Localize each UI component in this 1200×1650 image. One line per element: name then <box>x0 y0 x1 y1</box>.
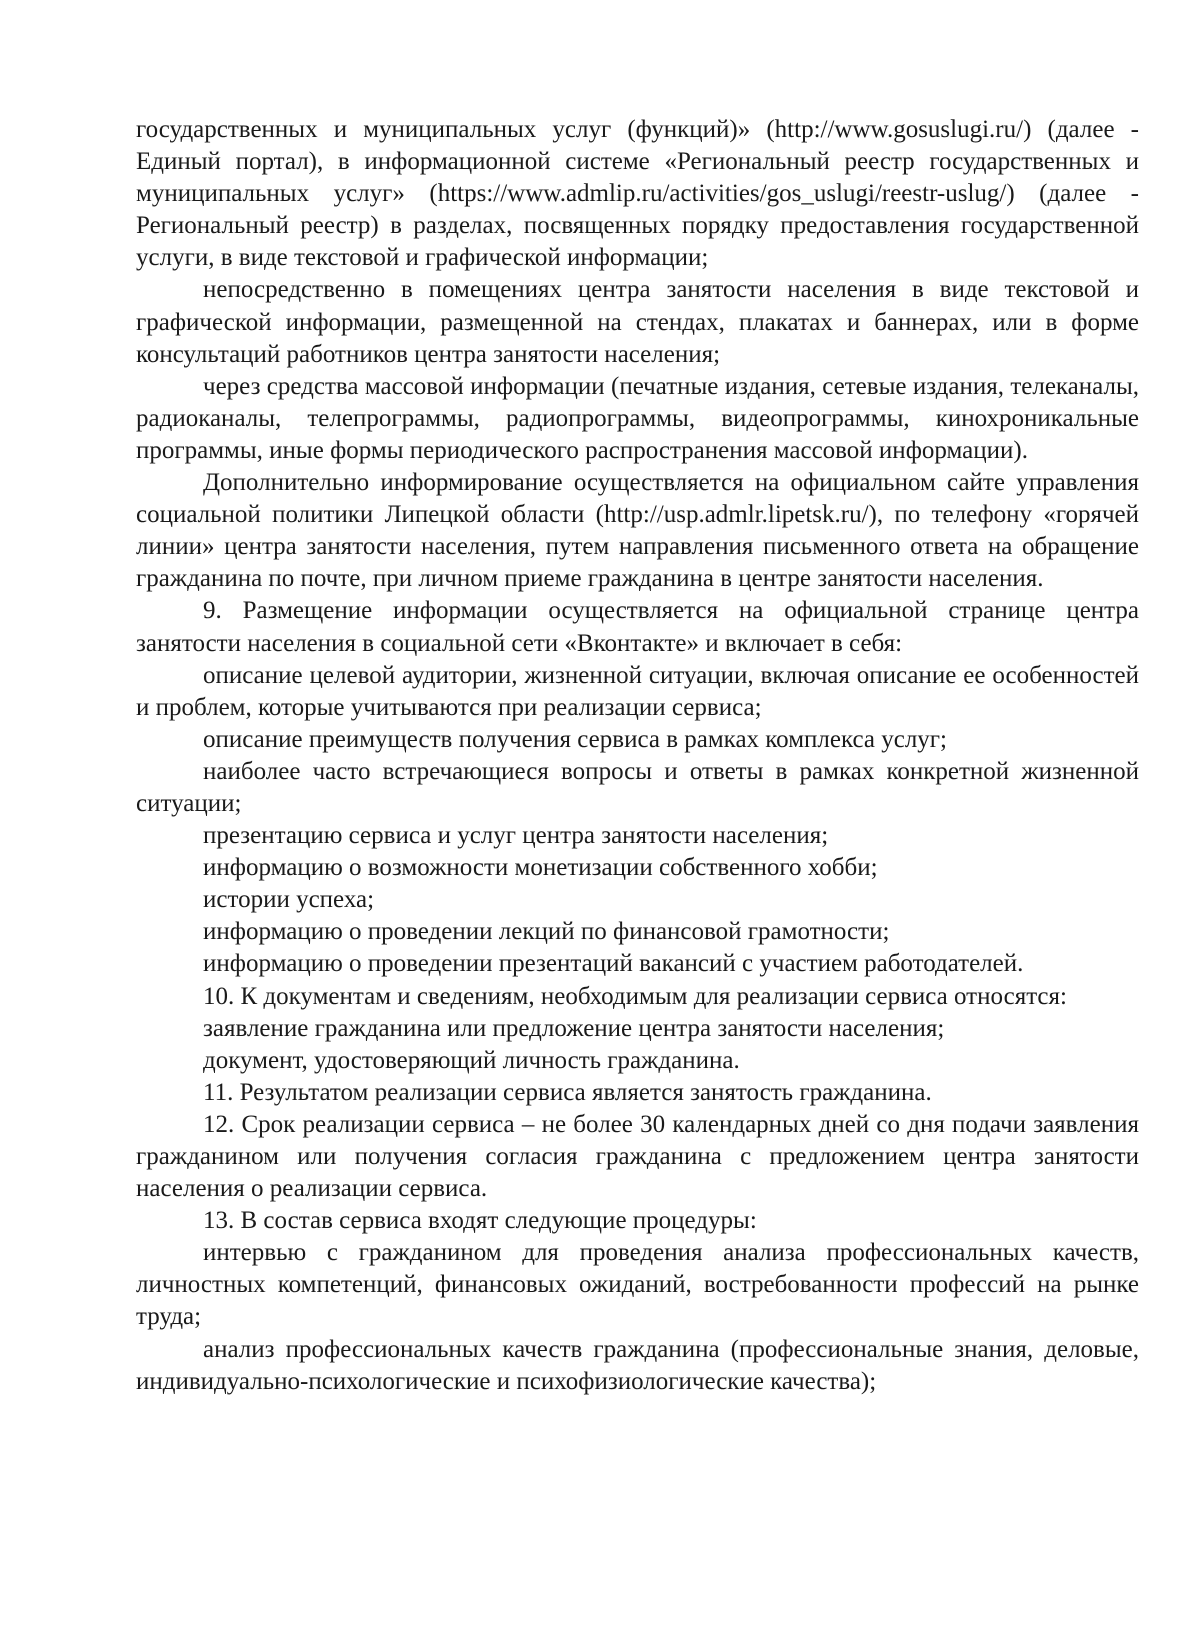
paragraph: истории успеха; <box>203 886 375 914</box>
paragraph: информацию о возможности монетизации собственного хобби; <box>203 854 878 882</box>
paragraph: заявление гражданина или предложение центра занятости населения; <box>203 1014 945 1042</box>
paragraph: 9. Размещение информации осуществляется на официальной странице центра занятости населения в социальной сети «Вконтакте» и включает в себя: <box>136 597 1139 657</box>
paragraph: интервью с гражданином для проведения анализа профессиональных качеств, личностных компетенций, финансовых ожиданий, востребованности профессий на рынке труда; <box>136 1239 1139 1331</box>
paragraph: информацию о проведении презентаций вакансий с участием работодателей. <box>203 950 1024 978</box>
paragraph: документ, удостоверяющий личность гражданина. <box>203 1046 740 1074</box>
paragraph: 13. В состав сервиса входят следующие процедуры: <box>203 1207 757 1235</box>
document-body <box>136 114 1139 1398</box>
paragraph: непосредственно в помещениях центра занятости населения в виде текстовой и графической информации, размещенной на стендах, плакатах и баннерах, или в форме консультаций работников центра занятости населения; <box>136 276 1139 368</box>
paragraph: информацию о проведении лекций по финансовой грамотности; <box>203 918 890 946</box>
paragraph: Дополнительно информирование осуществляется на официальном сайте управления социальной политики Липецкой области (http://usp.admlr.lipetsk.ru/), по телефону «горячей линии» центра занятости населения, путем направления письменного ответа на обращение гражданина по почте, при личном приеме гражданина в центре занятости населения. <box>136 469 1139 593</box>
paragraph: наиболее часто встречающиеся вопросы и ответы в рамках конкретной жизненной ситуации; <box>136 757 1139 817</box>
paragraph: описание преимуществ получения сервиса в рамках комплекса услуг; <box>203 725 948 753</box>
paragraph: 12. Срок реализации сервиса – не более 30 календарных дней со дня подачи заявления гражданином или получения согласия гражданина с предложением центра занятости населения о реализации сервиса. <box>136 1110 1139 1203</box>
paragraph: презентацию сервиса и услуг центра занятости населения; <box>203 822 829 850</box>
paragraph: анализ профессиональных качеств гражданина (профессиональные знания, деловые, индивидуально-психологические и психофизиологические качества); <box>136 1335 1139 1395</box>
paragraph: описание целевой аудитории, жизненной ситуации, включая описание ее особенностей и проблем, которые учитываются при реализации сервиса; <box>136 661 1139 721</box>
paragraph: 11. Результатом реализации сервиса является занятость гражданина. <box>203 1078 932 1106</box>
paragraph: государственных и муниципальных услуг (функций)» (http://www.gosuslugi.ru/) (далее - Единый портал), в информационной системе «Региональный реестр государственных и муниципальных услуг» (https://www.admlip.ru/activities/gos_uslugi/reestr-uslug/) (далее - Региональный реестр) в разделах, посвященных порядку предоставления государственной услуги, в виде текстовой и графической информации; <box>136 116 1139 272</box>
paragraph: 10. К документам и сведениям, необходимым для реализации сервиса относятся: <box>203 982 1067 1010</box>
paragraph: через средства массовой информации (печатные издания, сетевые издания, телеканалы, радиоканалы, телепрограммы, радиопрограммы, видеопрограммы, кинохроникальные программы, иные формы периодического распространения массовой информации). <box>136 372 1139 464</box>
